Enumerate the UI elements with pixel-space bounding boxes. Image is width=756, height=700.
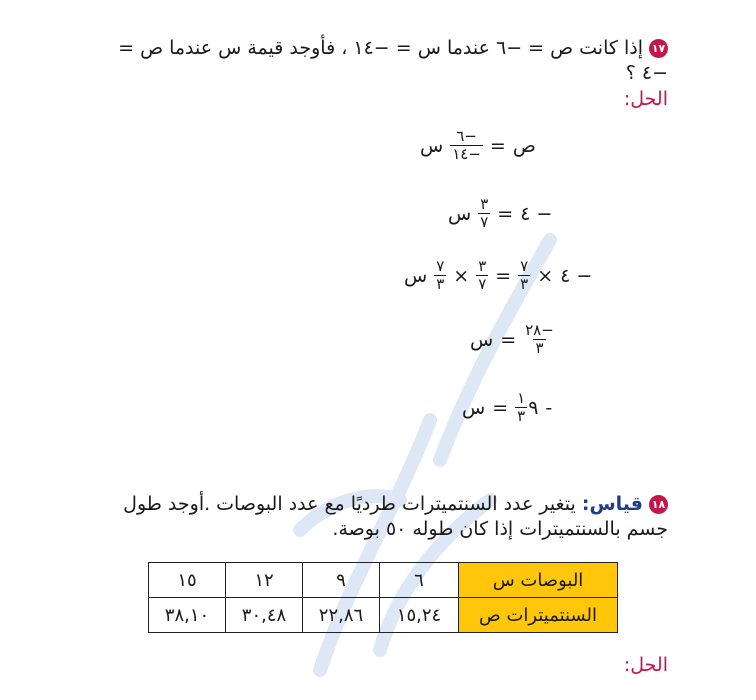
equation-step-2	[448, 196, 552, 231]
fraction	[523, 322, 556, 357]
equals: =	[497, 202, 514, 225]
question-17	[108, 36, 668, 86]
table-row	[149, 563, 618, 598]
solution-label: الحل:	[623, 654, 668, 676]
equation-step-4	[470, 322, 556, 357]
lhs: − ٤	[520, 202, 553, 225]
equals: =	[500, 328, 517, 351]
equation-step-5	[462, 390, 552, 425]
table-cell: ٢٢,٨٦	[303, 598, 380, 633]
equals: =	[489, 134, 506, 157]
equation-step-3	[404, 258, 592, 293]
times-sign: ×	[453, 264, 470, 287]
lhs: − ٤	[560, 264, 593, 287]
denominator: ٣	[520, 275, 529, 293]
numerator: ٣	[478, 257, 487, 275]
data-table	[148, 562, 618, 633]
variable: س	[448, 202, 472, 225]
table-row	[149, 598, 618, 633]
fraction	[434, 258, 446, 293]
solution-label: الحل:	[623, 88, 668, 110]
mixed-number	[515, 390, 538, 425]
table-cell: ٩	[303, 563, 380, 598]
denominator: ٣	[436, 275, 445, 293]
table-cell: ١٥,٢٤	[380, 598, 459, 633]
table-cell: ٦	[380, 563, 459, 598]
denominator: ٧	[478, 275, 487, 293]
sign: -	[545, 396, 553, 419]
fraction	[450, 128, 483, 163]
whole-part: ٩	[528, 396, 539, 419]
times-sign: ×	[537, 264, 554, 287]
table-cell: ١٢	[226, 563, 303, 598]
fraction	[515, 390, 527, 425]
denominator: ٣	[535, 339, 544, 357]
denominator: ٣	[517, 407, 526, 425]
table-header-cell: البوصات س	[459, 563, 618, 598]
variable: س	[404, 264, 428, 287]
denominator: ٧	[480, 213, 489, 231]
numerator: ٣	[480, 195, 489, 213]
equals: =	[492, 396, 509, 419]
variable: س	[420, 134, 444, 157]
denominator: −١٤	[452, 145, 481, 163]
variable: س	[462, 396, 486, 419]
equation-step-1	[420, 128, 536, 163]
table-cell: ٣٠,٤٨	[226, 598, 303, 633]
table-cell: ١٥	[149, 563, 226, 598]
question-18	[98, 492, 668, 542]
fraction	[478, 196, 490, 231]
question-number-badge: ١٧	[649, 39, 668, 58]
lhs: ص	[512, 134, 536, 157]
table-cell: ٣٨,١٠	[149, 598, 226, 633]
question-18-text: يتغير عدد السنتميترات طرديًا مع عدد البوصات .أوجد طول جسم بالسنتميترات إذا كان طوله ٥٠ بوصة.	[123, 493, 668, 540]
question-number-badge: ١٨	[649, 495, 668, 514]
numerator: ٧	[520, 257, 529, 275]
fraction	[476, 258, 488, 293]
table-header-cell: السنتميترات ص	[459, 598, 618, 633]
question-17-text: إذا كانت ص = −٦ عندما س = −١٤ ، فأوجد قيمة س عندما ص = −٤ ؟	[118, 37, 668, 84]
numerator: ١	[517, 389, 526, 407]
variable: س	[470, 328, 494, 351]
question-18-keyword: قياس:	[581, 493, 643, 515]
numerator: ٧	[436, 257, 445, 275]
numerator: −٢٨	[525, 321, 554, 339]
fraction	[518, 258, 530, 293]
equals: =	[495, 264, 512, 287]
numerator: −٦	[456, 127, 477, 145]
